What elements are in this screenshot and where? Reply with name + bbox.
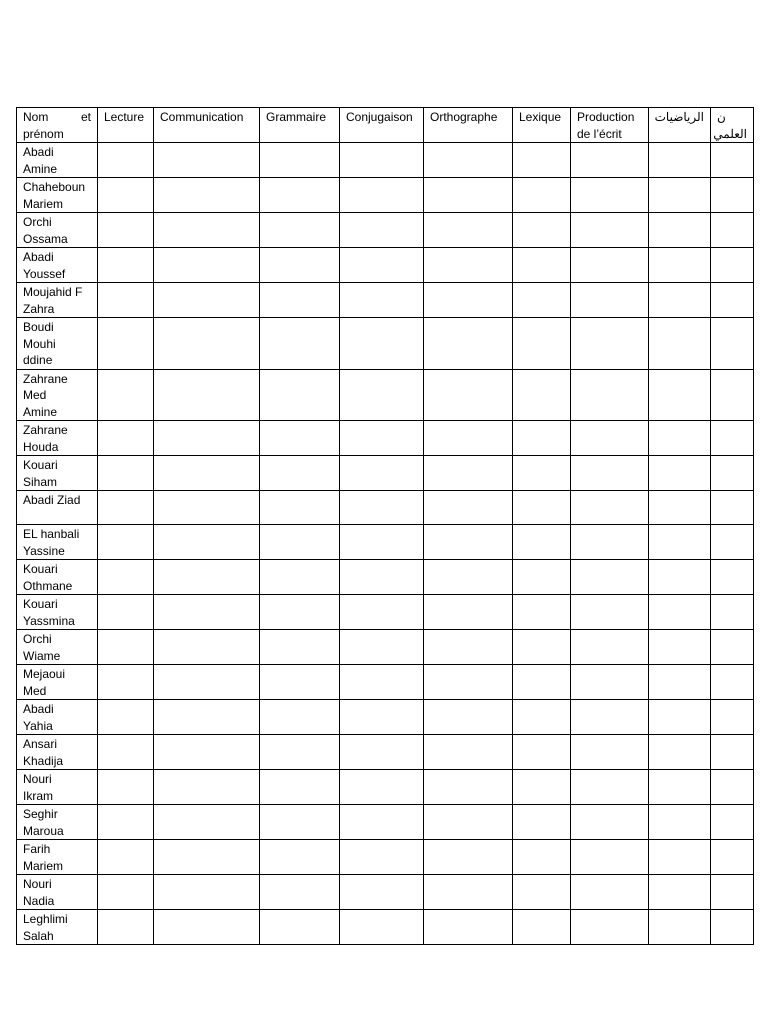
student-name-cell: Abadi Youssef [17, 248, 98, 283]
grade-cell[interactable] [711, 456, 754, 491]
table-row [17, 560, 754, 595]
grade-cell[interactable] [424, 700, 513, 735]
grade-cell[interactable] [424, 283, 513, 318]
grade-cell[interactable] [98, 875, 154, 910]
grade-cell[interactable] [649, 595, 711, 630]
header-communication: Communication [154, 108, 260, 143]
student-name-cell: Kouari Yassmina [17, 595, 98, 630]
student-name-cell: Leghlimi Salah [17, 910, 98, 945]
student-grades-table [16, 107, 754, 945]
grade-cell[interactable] [260, 700, 340, 735]
grade-cell[interactable] [154, 560, 260, 595]
table-row [17, 283, 754, 318]
grade-cell[interactable] [513, 318, 571, 370]
grade-cell[interactable] [571, 213, 649, 248]
grade-cell[interactable] [340, 213, 424, 248]
grade-cell[interactable] [98, 735, 154, 770]
grade-cell[interactable] [424, 770, 513, 805]
grade-cell[interactable] [260, 910, 340, 945]
table-row [17, 735, 754, 770]
grade-cell[interactable] [649, 456, 711, 491]
grade-cell[interactable] [154, 630, 260, 665]
grade-cell[interactable] [711, 421, 754, 456]
grade-cell[interactable] [260, 525, 340, 560]
grade-cell[interactable] [340, 910, 424, 945]
table-row [17, 875, 754, 910]
grade-cell[interactable] [424, 248, 513, 283]
header-row [17, 108, 754, 143]
grade-cell[interactable] [571, 491, 649, 525]
grade-cell[interactable] [98, 318, 154, 370]
grade-cell[interactable] [340, 283, 424, 318]
table-row [17, 805, 754, 840]
grade-cell[interactable] [649, 178, 711, 213]
grade-cell[interactable] [260, 595, 340, 630]
grade-cell[interactable] [649, 875, 711, 910]
grade-cell[interactable] [424, 665, 513, 700]
grade-cell[interactable] [711, 630, 754, 665]
header-name-part1: Nom [23, 110, 49, 124]
student-name-cell: Nouri Nadia [17, 875, 98, 910]
grade-cell[interactable] [571, 840, 649, 875]
grade-cell[interactable] [649, 283, 711, 318]
table-row [17, 665, 754, 700]
grade-cell[interactable] [340, 369, 424, 421]
grade-cell[interactable] [711, 318, 754, 370]
student-name-cell: Boudi Mouhi ddine [17, 318, 98, 370]
grade-cell[interactable] [571, 665, 649, 700]
grade-cell[interactable] [711, 560, 754, 595]
student-name-cell: Moujahid F Zahra [17, 283, 98, 318]
header-production-line1: Production [577, 110, 635, 124]
grade-cell[interactable] [513, 525, 571, 560]
student-name-cell: Nouri Ikram [17, 770, 98, 805]
grade-cell[interactable] [571, 248, 649, 283]
grade-cell[interactable] [154, 595, 260, 630]
grade-cell[interactable] [649, 421, 711, 456]
grade-cell[interactable] [98, 283, 154, 318]
student-name-cell: Abadi Ziad [17, 491, 98, 525]
grade-cell[interactable] [98, 491, 154, 525]
grade-cell[interactable] [424, 178, 513, 213]
grade-cell[interactable] [98, 369, 154, 421]
grade-cell[interactable] [154, 178, 260, 213]
grade-cell[interactable] [260, 805, 340, 840]
student-name-cell: Farih Mariem [17, 840, 98, 875]
grade-cell[interactable] [340, 770, 424, 805]
grade-cell[interactable] [154, 456, 260, 491]
grade-cell[interactable] [154, 735, 260, 770]
grade-cell[interactable] [424, 456, 513, 491]
grade-cell[interactable] [513, 805, 571, 840]
grade-cell[interactable] [154, 525, 260, 560]
header-science [711, 108, 754, 143]
student-name-cell: Abadi Amine [17, 143, 98, 178]
grade-cell[interactable] [260, 213, 340, 248]
grade-cell[interactable] [98, 595, 154, 630]
grade-cell[interactable] [424, 525, 513, 560]
grade-cell[interactable] [98, 770, 154, 805]
grade-cell[interactable] [513, 840, 571, 875]
grade-cell[interactable] [513, 700, 571, 735]
grade-cell[interactable] [340, 630, 424, 665]
grade-cell[interactable] [260, 143, 340, 178]
header-production [571, 108, 649, 143]
table-row [17, 369, 754, 421]
header-orthographe: Orthographe [424, 108, 513, 143]
header-math: الرياضيات [649, 108, 711, 143]
grade-cell[interactable] [424, 143, 513, 178]
grade-cell[interactable] [424, 910, 513, 945]
grade-cell[interactable] [424, 318, 513, 370]
student-name-cell: Chaheboun Mariem [17, 178, 98, 213]
grade-cell[interactable] [571, 735, 649, 770]
grade-cell[interactable] [513, 213, 571, 248]
grade-cell[interactable] [340, 525, 424, 560]
header-science-line1: ن [717, 110, 726, 124]
student-name-cell: Mejaoui Med [17, 665, 98, 700]
grade-cell[interactable] [340, 491, 424, 525]
header-lecture: Lecture [98, 108, 154, 143]
grade-cell[interactable] [424, 805, 513, 840]
grade-cell[interactable] [424, 421, 513, 456]
header-name-part3: prénom [23, 126, 64, 141]
table-row [17, 840, 754, 875]
grade-cell[interactable] [711, 491, 754, 525]
grade-cell[interactable] [340, 700, 424, 735]
grade-cell[interactable] [571, 700, 649, 735]
grade-cell[interactable] [711, 735, 754, 770]
grade-cell[interactable] [513, 665, 571, 700]
student-name-cell: EL hanbali Yassine [17, 525, 98, 560]
grade-cell[interactable] [260, 456, 340, 491]
grade-cell[interactable] [260, 770, 340, 805]
header-name [17, 108, 98, 143]
grade-cell[interactable] [154, 213, 260, 248]
grade-cell[interactable] [98, 178, 154, 213]
grade-cell[interactable] [711, 178, 754, 213]
grade-cell[interactable] [340, 248, 424, 283]
grade-cell[interactable] [711, 875, 754, 910]
grade-cell[interactable] [649, 213, 711, 248]
student-name-cell: Orchi Wiame [17, 630, 98, 665]
grade-cell[interactable] [571, 630, 649, 665]
header-production-line2: de l’écrit [577, 126, 622, 141]
grade-cell[interactable] [98, 700, 154, 735]
grade-cell[interactable] [424, 840, 513, 875]
grade-cell[interactable] [340, 560, 424, 595]
grade-cell[interactable] [649, 630, 711, 665]
grade-cell[interactable] [154, 283, 260, 318]
grade-cell[interactable] [649, 143, 711, 178]
grade-cell[interactable] [98, 421, 154, 456]
grade-cell[interactable] [260, 318, 340, 370]
grade-cell[interactable] [513, 910, 571, 945]
student-name-cell: Zahrane Med Amine [17, 369, 98, 421]
grade-cell[interactable] [711, 910, 754, 945]
grade-cell[interactable] [260, 248, 340, 283]
grade-cell[interactable] [98, 665, 154, 700]
grade-cell[interactable] [340, 421, 424, 456]
grade-cell[interactable] [98, 456, 154, 491]
grade-cell[interactable] [711, 840, 754, 875]
table-row [17, 491, 754, 525]
grade-cell[interactable] [571, 178, 649, 213]
grade-cell[interactable] [154, 665, 260, 700]
grade-cell[interactable] [260, 283, 340, 318]
grade-cell[interactable] [513, 595, 571, 630]
grade-cell[interactable] [260, 630, 340, 665]
student-name-cell: Abadi Yahia [17, 700, 98, 735]
grade-cell[interactable] [711, 248, 754, 283]
grade-cell[interactable] [340, 875, 424, 910]
grade-cell[interactable] [260, 560, 340, 595]
header-science-line2: العلمي [713, 126, 747, 141]
grade-cell[interactable] [513, 143, 571, 178]
grade-cell[interactable] [513, 735, 571, 770]
grade-cell[interactable] [260, 665, 340, 700]
table-row [17, 770, 754, 805]
grade-cell[interactable] [98, 630, 154, 665]
grade-cell[interactable] [711, 213, 754, 248]
header-name-part2: et [80, 110, 91, 124]
grade-cell[interactable] [98, 805, 154, 840]
grade-cell[interactable] [571, 770, 649, 805]
grade-cell[interactable] [424, 875, 513, 910]
grade-cell[interactable] [513, 770, 571, 805]
table-row [17, 318, 754, 370]
grade-cell[interactable] [571, 805, 649, 840]
grade-cell[interactable] [649, 805, 711, 840]
grade-cell[interactable] [98, 143, 154, 178]
grade-cell[interactable] [260, 491, 340, 525]
table-row [17, 178, 754, 213]
grade-cell[interactable] [154, 805, 260, 840]
grade-cell[interactable] [513, 369, 571, 421]
grade-cell[interactable] [513, 875, 571, 910]
grade-cell[interactable] [154, 700, 260, 735]
grade-cell[interactable] [649, 369, 711, 421]
grade-cell[interactable] [424, 735, 513, 770]
grade-cell[interactable] [571, 283, 649, 318]
grade-cell[interactable] [154, 248, 260, 283]
grade-cell[interactable] [513, 491, 571, 525]
grade-cell[interactable] [513, 456, 571, 491]
grade-cell[interactable] [571, 525, 649, 560]
table-row [17, 595, 754, 630]
grade-cell[interactable] [154, 910, 260, 945]
grade-cell[interactable] [711, 525, 754, 560]
grade-cell[interactable] [424, 595, 513, 630]
grade-cell[interactable] [424, 630, 513, 665]
grade-cell[interactable] [154, 491, 260, 525]
grade-cell[interactable] [340, 143, 424, 178]
grade-cell[interactable] [649, 665, 711, 700]
table-row [17, 248, 754, 283]
grade-cell[interactable] [98, 560, 154, 595]
header-grammaire: Grammaire [260, 108, 340, 143]
grade-cell[interactable] [260, 178, 340, 213]
grade-cell[interactable] [649, 735, 711, 770]
table-row [17, 456, 754, 491]
table-row [17, 630, 754, 665]
grade-cell[interactable] [340, 178, 424, 213]
student-name-cell: Kouari Siham [17, 456, 98, 491]
grade-cell[interactable] [154, 318, 260, 370]
table-row [17, 213, 754, 248]
grade-cell[interactable] [649, 700, 711, 735]
grade-cell[interactable] [513, 248, 571, 283]
grade-cell[interactable] [711, 665, 754, 700]
grade-cell[interactable] [571, 595, 649, 630]
grade-cell[interactable] [649, 248, 711, 283]
grade-cell[interactable] [513, 421, 571, 456]
grade-cell[interactable] [711, 770, 754, 805]
grade-cell[interactable] [571, 421, 649, 456]
grade-cell[interactable] [260, 875, 340, 910]
grade-cell[interactable] [98, 248, 154, 283]
grade-cell[interactable] [571, 369, 649, 421]
grade-cell[interactable] [513, 178, 571, 213]
grade-cell[interactable] [649, 840, 711, 875]
grade-cell[interactable] [260, 369, 340, 421]
grade-cell[interactable] [513, 630, 571, 665]
grade-cell[interactable] [98, 840, 154, 875]
grade-cell[interactable] [571, 560, 649, 595]
grade-cell[interactable] [513, 283, 571, 318]
grade-cell[interactable] [340, 805, 424, 840]
student-name-cell: Seghir Maroua [17, 805, 98, 840]
grade-cell[interactable] [340, 456, 424, 491]
grade-cell[interactable] [649, 560, 711, 595]
grade-cell[interactable] [711, 805, 754, 840]
grade-cell[interactable] [154, 875, 260, 910]
table-row [17, 910, 754, 945]
grade-cell[interactable] [424, 213, 513, 248]
grade-cell[interactable] [98, 525, 154, 560]
grade-cell[interactable] [424, 369, 513, 421]
grade-cell[interactable] [649, 318, 711, 370]
grade-cell[interactable] [571, 875, 649, 910]
grade-cell[interactable] [260, 840, 340, 875]
grade-cell[interactable] [571, 318, 649, 370]
table-row [17, 421, 754, 456]
student-name-cell: Orchi Ossama [17, 213, 98, 248]
grade-cell[interactable] [98, 213, 154, 248]
grade-cell[interactable] [571, 910, 649, 945]
grade-cell[interactable] [260, 421, 340, 456]
grade-cell[interactable] [98, 910, 154, 945]
table-row [17, 700, 754, 735]
grade-cell[interactable] [154, 840, 260, 875]
grade-cell[interactable] [649, 525, 711, 560]
student-name-cell: Ansari Khadija [17, 735, 98, 770]
grade-cell[interactable] [571, 143, 649, 178]
grade-cell[interactable] [649, 770, 711, 805]
grade-cell[interactable] [711, 595, 754, 630]
grade-cell[interactable] [571, 456, 649, 491]
grade-cell[interactable] [649, 910, 711, 945]
grade-cell[interactable] [711, 369, 754, 421]
grade-cell[interactable] [340, 665, 424, 700]
student-name-cell: Zahrane Houda [17, 421, 98, 456]
grade-cell[interactable] [711, 283, 754, 318]
grade-cell[interactable] [711, 700, 754, 735]
grade-cell[interactable] [260, 735, 340, 770]
grade-cell[interactable] [154, 369, 260, 421]
header-lexique: Lexique [513, 108, 571, 143]
grade-cell[interactable] [649, 491, 711, 525]
grade-cell[interactable] [513, 560, 571, 595]
grade-cell[interactable] [711, 143, 754, 178]
grade-cell[interactable] [154, 421, 260, 456]
grade-cell[interactable] [424, 491, 513, 525]
table-row [17, 143, 754, 178]
student-name-cell: Kouari Othmane [17, 560, 98, 595]
grade-cell[interactable] [424, 560, 513, 595]
grade-cell[interactable] [340, 840, 424, 875]
header-conjugaison: Conjugaison [340, 108, 424, 143]
table-row [17, 525, 754, 560]
grade-cell[interactable] [154, 143, 260, 178]
grade-cell[interactable] [340, 595, 424, 630]
grade-cell[interactable] [154, 770, 260, 805]
grade-cell[interactable] [340, 318, 424, 370]
grade-cell[interactable] [340, 735, 424, 770]
